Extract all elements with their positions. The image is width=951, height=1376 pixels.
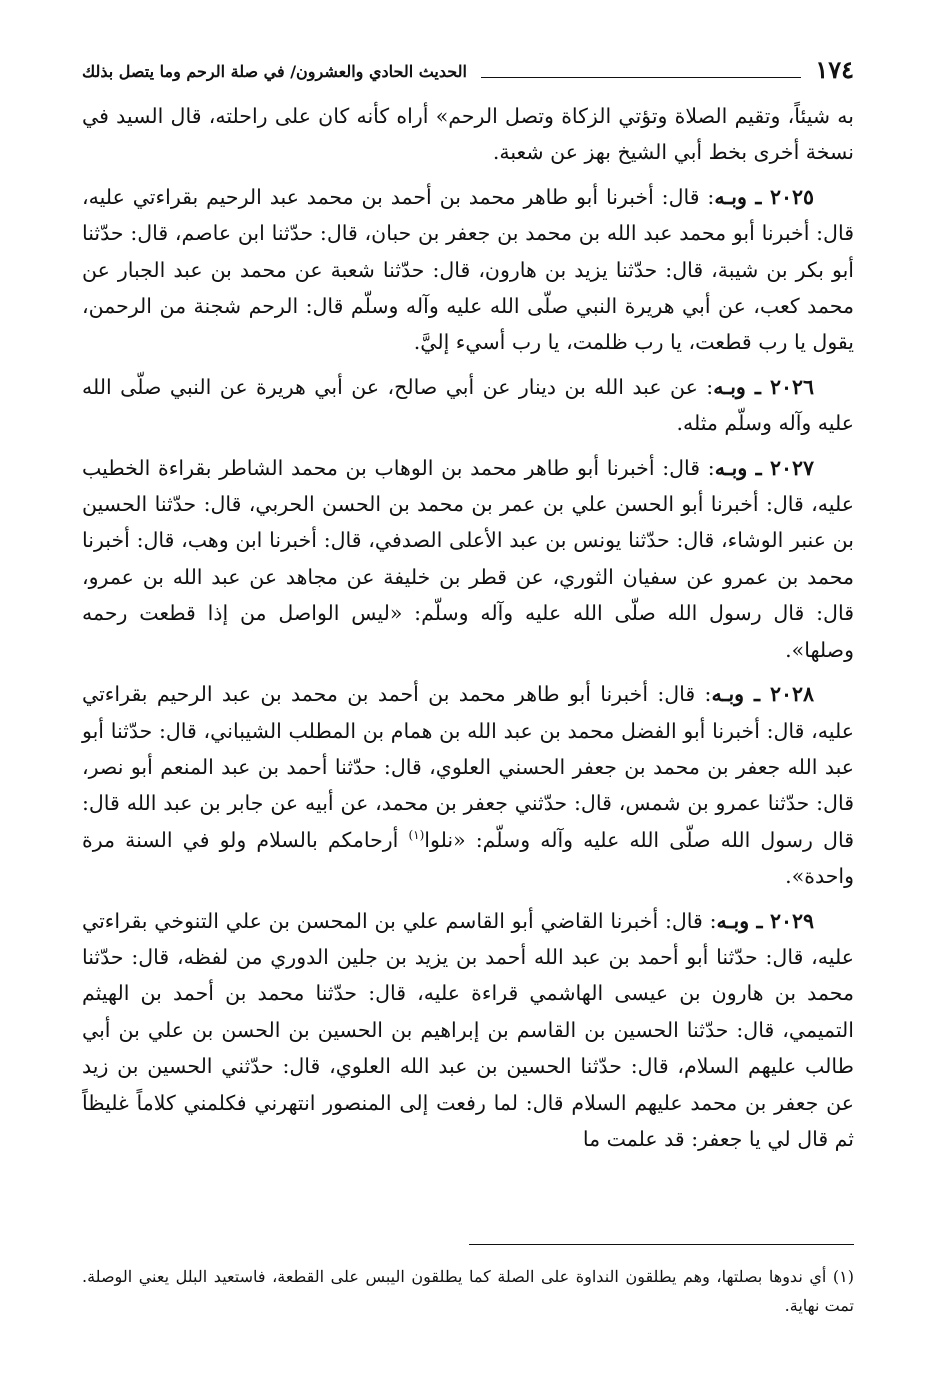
hadith-2027 xyxy=(82,450,854,668)
running-header xyxy=(82,50,854,84)
paragraph-continuation xyxy=(82,98,854,171)
paragraph-text: : قال: أخبرنا أبو طاهر محمد بن أحمد بن محمد بن عبد الرحيم بقراءتي عليه، قال: أخبرنا أبو الفضل محمد بن عبد الله بن همام بن المطلب الشيباني، قال: حدّثنا أبو عبد الله جعفر بن محمد بن جعفر الحسني العلوي، قال: حدّثنا أحمد بن عبد المنعم أبو نصر، قال: حدّثنا عمرو بن شمس، قال: حدّثني جعفر بن محمد، عن أبيه عن جابر بن عبد الله قال: قال رسول الله صلّى الله عليه وآله وسلّم: «نلوا xyxy=(82,682,854,852)
paragraph-text-tail: أرحامكم بالسلام ولو في السنة مرة واحدة». xyxy=(82,827,854,889)
hadith-2028 xyxy=(82,676,854,894)
footnotes xyxy=(82,1262,854,1320)
paragraph-text: : عن عبد الله بن دينار عن أبي صالح، عن أبي هريرة عن النبي صلّى الله عليه وآله وسلّم مثله. xyxy=(82,374,854,436)
hadith-2025 xyxy=(82,179,854,361)
paragraph-text: به شيئاً، وتقيم الصلاة وتؤتي الزكاة وتصل الرحم» أراه كأنه كان على راحلته، قال السيد في نسخة أخرى بخط أبي الشيخ بهز عن شعبة. xyxy=(82,104,854,165)
hadith-2026 xyxy=(82,369,854,442)
hadith-number: ٢٠٢٨ ـ وبـه xyxy=(711,682,814,707)
hadith-number: ٢٠٢٥ ـ وبـه xyxy=(714,184,814,209)
hadith-number: ٢٠٢٦ ـ وبـه xyxy=(713,374,814,399)
footnote-separator xyxy=(469,1244,854,1245)
hadith-2029 xyxy=(82,903,854,1158)
page-number: ١٧٤ xyxy=(815,55,854,84)
hadith-number: ٢٠٢٧ ـ وبـه xyxy=(714,455,814,480)
header-rule xyxy=(481,77,801,78)
running-title: الحديث الحادي والعشرون/ في صلة الرحم وما يتصل بذلك xyxy=(82,62,467,81)
paragraph-text: : قال: أخبرنا أبو طاهر محمد بن الوهاب بن محمد الشاطر بقراءة الخطيب عليه، قال: أخبرنا أبو الحسن علي بن عمر بن محمد بن الحسن الحربي، قال: حدّثنا الحسين بن عنبر الوشاء، قال: حدّثنا يونس بن عبد الأعلى الصدفي، قال: أخبرنا ابن وهب، قال: أخبرنا محمد بن عمرو عن سفيان الثوري، عن قطر بن خليفة عن مجاهد عن عبد الله بن عمرو، قال: قال رسول الله صلّى الله عليه وآله وسلّم: «ليس الواصل من إذا قطعت رحمه وصلها». xyxy=(82,455,854,662)
book-page xyxy=(82,50,854,1350)
body-text xyxy=(82,98,854,1157)
hadith-number: ٢٠٢٩ ـ وبـه xyxy=(716,908,814,933)
paragraph-text: : قال: أخبرنا القاضي أبو القاسم علي بن المحسن بن علي التنوخي بقراءتي عليه، قال: حدّثنا أبو أحمد بن عبد الله أحمد بن يزيد بن جلين الدوري من لفظه، قال: حدّثنا محمد بن هارون بن عيسى الهاشمي قراءة عليه، قال: حدّثنا محمد بن أحمد بن الهيثم التميمي، قال: حدّثنا الحسين بن القاسم بن إبراهيم بن الحسين بن الحسن بن علي بن أبي طالب عليهم السلام، قال: حدّثنا الحسين بن عبد الله العلوي، قال: حدّثني الحسين بن زيد عن جعفر بن محمد عليهم السلام قال: لما رفعت إلى المنصور انتهرني فكلمني كلاماً غليظاً ثم قال لي يا جعفر: قد علمت ما xyxy=(82,908,854,1151)
footnote-marker[interactable]: (١) xyxy=(408,827,425,842)
footnote-1: (١) أي ندوها بصلتها، وهم يطلقون النداوة على الصلة كما يطلقون اليبس على القطعة، فاستعيد البلل يعني الوصلة. تمت نهاية. xyxy=(82,1267,854,1315)
paragraph-text: : قال: أخبرنا أبو طاهر محمد بن أحمد بن محمد عبد الرحيم بقراءتي عليه، قال: أخبرنا أبو محمد عبد الله بن محمد بن جعفر بن حبان، قال: حدّثنا ابن عاصم، قال: حدّثنا أبو بكر بن شيبة، قال: حدّثنا يزيد بن هارون، قال: حدّثنا شعبة عن محمد بن عبد الجبار عن محمد كعب، عن أبي هريرة النبي صلّى الله عليه وآله وسلّم قال: الرحم شجنة من الرحمن، يقول يا رب قطعت، يا رب ظلمت، يا رب أسيء إليَّ. xyxy=(82,184,854,355)
